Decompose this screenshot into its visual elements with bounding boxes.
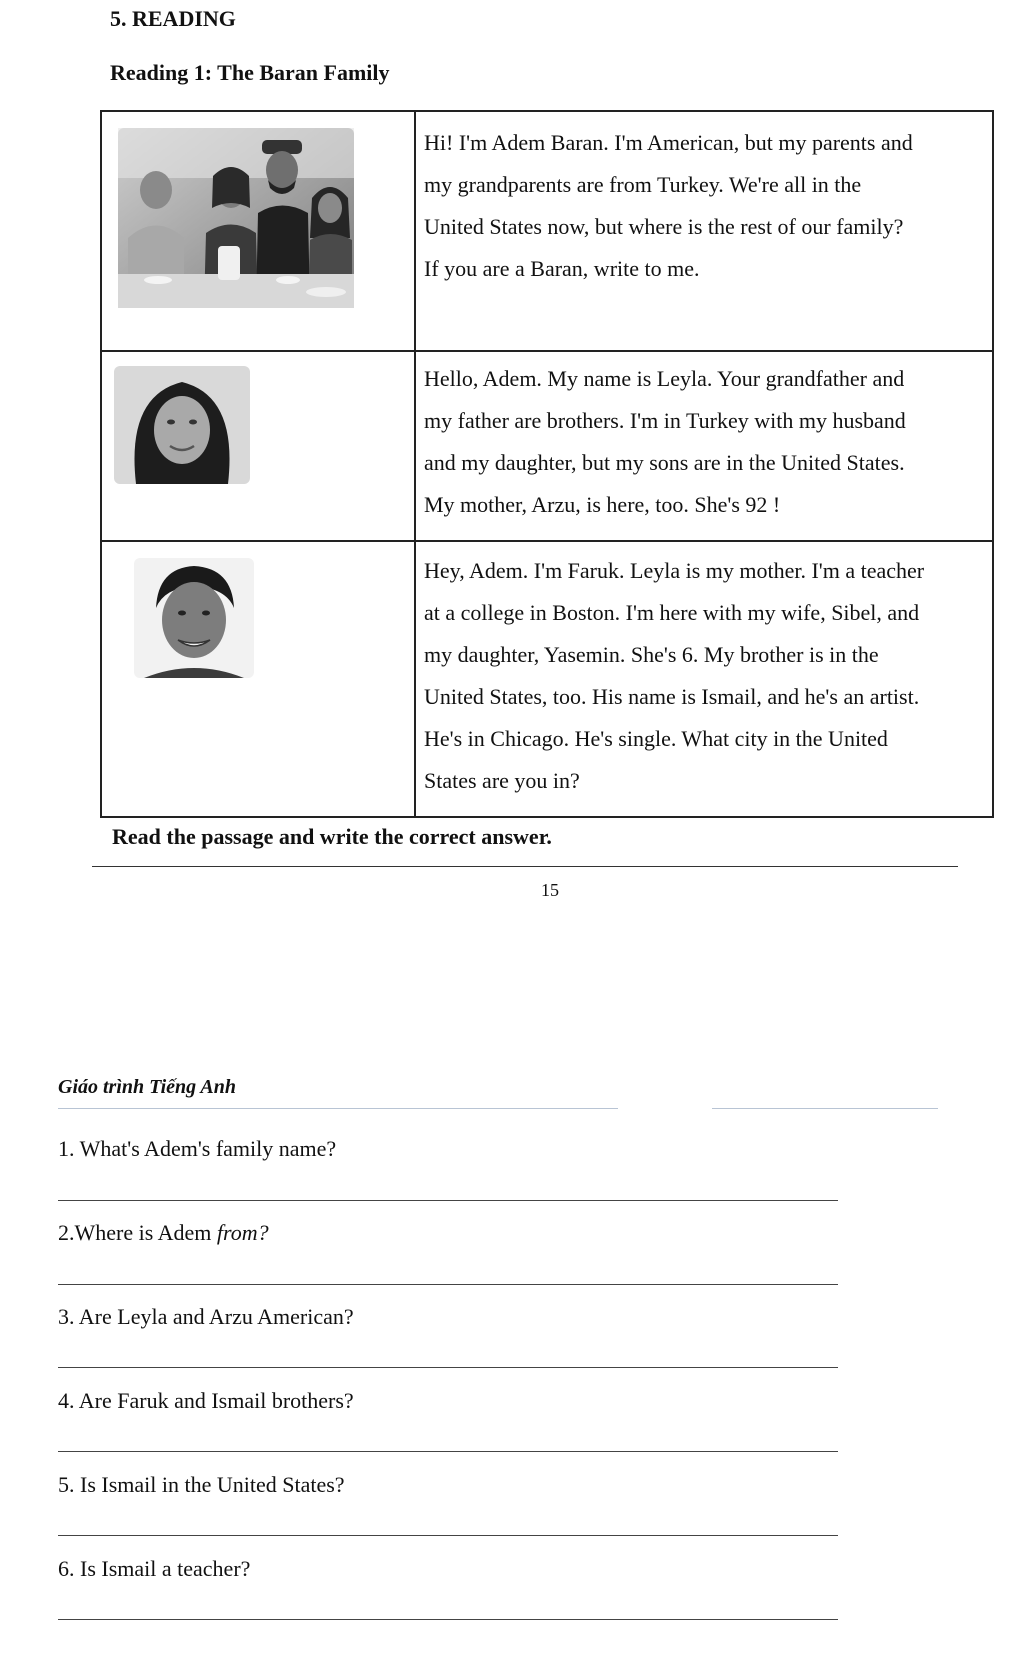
faruk-portrait bbox=[134, 558, 254, 678]
answer-line-6[interactable] bbox=[58, 1619, 838, 1620]
family-photo bbox=[118, 128, 354, 308]
leyla-portrait bbox=[114, 366, 250, 484]
answer-line-4[interactable] bbox=[58, 1451, 838, 1452]
passage-text-faruk bbox=[424, 550, 984, 802]
question-1: 1. What's Adem's family name? bbox=[58, 1136, 337, 1161]
header-rule bbox=[58, 1108, 618, 1109]
passage-text-leyla bbox=[424, 358, 984, 526]
passage-line: Hello, Adem. My name is Leyla. Your grandfather and bbox=[424, 366, 905, 391]
passage-line: at a college in Boston. I'm here with my wife, Sibel, and bbox=[424, 600, 920, 625]
passage-line: Hi! I'm Adem Baran. I'm American, but my parents and bbox=[424, 130, 913, 155]
passage-line: my daughter, Yasemin. She's 6. My brother is in the bbox=[424, 642, 879, 667]
page-number: 15 bbox=[541, 880, 559, 900]
passage-text-adem bbox=[424, 122, 984, 290]
question-3: 3. Are Leyla and Arzu American? bbox=[58, 1304, 354, 1329]
question-4: 4. Are Faruk and Ismail brothers? bbox=[58, 1388, 354, 1413]
question-6: 6. Is Ismail a teacher? bbox=[58, 1556, 251, 1581]
answer-line-2[interactable] bbox=[58, 1284, 838, 1285]
question-2 bbox=[58, 1220, 269, 1246]
passage-line: If you are a Baran, write to me. bbox=[424, 256, 700, 281]
answer-line-3[interactable] bbox=[58, 1367, 838, 1368]
passage-row-leyla bbox=[102, 352, 992, 542]
passage-line: and my daughter, but my sons are in the United States. bbox=[424, 450, 905, 475]
passage-line: Hey, Adem. I'm Faruk. Leyla is my mother. I'm a teacher bbox=[424, 558, 925, 583]
answer-line-1[interactable] bbox=[58, 1200, 838, 1201]
header-rule bbox=[712, 1108, 938, 1109]
footer-title: Giáo trình Tiếng Anh bbox=[58, 1076, 237, 1098]
passage-row-faruk bbox=[102, 542, 992, 816]
question-5: 5. Is Ismail in the United States? bbox=[58, 1472, 345, 1497]
page-divider bbox=[92, 866, 958, 867]
section-title: 5. READING bbox=[110, 6, 236, 31]
passage-line: United States, too. His name is Ismail, and he's an artist. bbox=[424, 684, 920, 709]
question-2-italic: from? bbox=[216, 1220, 269, 1245]
passage-line: My mother, Arzu, is here, too. She's 92 ! bbox=[424, 492, 781, 517]
passage-line: my father are brothers. I'm in Turkey with my husband bbox=[424, 408, 906, 433]
passage-line: United States now, but where is the rest of our family? bbox=[424, 214, 904, 239]
question-2-text: 2.Where is Adem bbox=[58, 1220, 217, 1245]
passage-line: He's in Chicago. He's single. What city in the United bbox=[424, 726, 888, 751]
passage-line: my grandparents are from Turkey. We're all in the bbox=[424, 172, 862, 197]
passage-row-adem bbox=[102, 112, 992, 352]
passage-table bbox=[100, 110, 994, 818]
answer-line-5[interactable] bbox=[58, 1535, 838, 1536]
instruction: Read the passage and write the correct answer. bbox=[112, 824, 552, 849]
passage-line: States are you in? bbox=[424, 768, 580, 793]
reading-title: Reading 1: The Baran Family bbox=[110, 60, 390, 85]
